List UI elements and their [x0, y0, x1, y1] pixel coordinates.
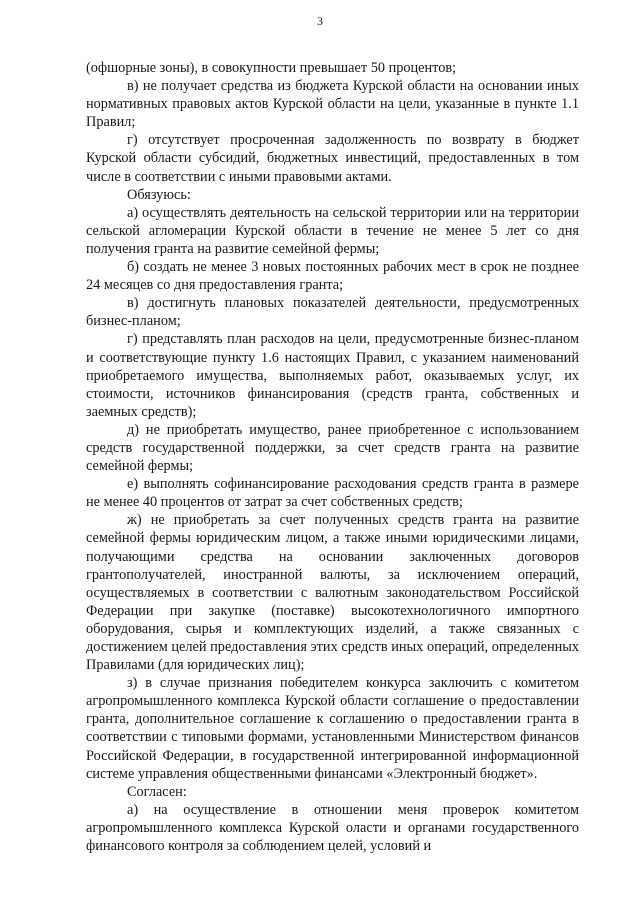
heading-consent: Согласен:	[127, 783, 187, 800]
obligation-item-e: е) выполнять софинансирование расходования средств гранта в размере не менее 40 процентов от затрат за счет собственных средств;	[86, 476, 579, 511]
document-body	[86, 59, 579, 855]
page-number: 3	[317, 14, 323, 28]
consent-item-a: а) на осуществление в отношении меня проверок комитетом агропромышленного комплекса Курской оласти и органами государственного финансового контроля за соблюдением целей, условий и	[86, 801, 579, 855]
heading-obligations: Обязуюсь:	[127, 186, 191, 203]
paragraph-item-v: в) не получает средства из бюджета Курской области на основании иных нормативных правовых актов Курской области на цели, указанные в пункте 1.1 Правил;	[86, 78, 579, 131]
obligation-item-d: д) не приобретать имущество, ранее приобретенное с использованием средств государственной поддержки, за счет средств гранта на развитие семейной фермы;	[86, 421, 579, 475]
paragraph-continuation: (офшорные зоны), в совокупности превышает 50 процентов;	[86, 60, 457, 76]
obligation-item-v: в) достигнуть плановых показателей деятельности, предусмотренных бизнес-планом;	[86, 295, 579, 330]
obligation-item-z: з) в случае признания победителем конкурса заключить с комитетом агропромышленного комплекса Курской области соглашение о предоставлении гранта, дополнительное соглашение к соглашению о предоставлении гранта в соответствии с типовыми формами, установленными Министерством финансов Российской Федерации, в государственной интегрированной информационной системе управления общественными финансами «Электронный бюджет».	[86, 675, 579, 782]
obligation-item-a: а) осуществлять деятельность на сельской территории или на территории сельской агломерации Курской области в течение не менее 5 лет со дня получения гранта на развитие семейной фермы;	[86, 204, 579, 257]
obligation-item-b: б) создать не менее 3 новых постоянных рабочих мест в срок не позднее 24 месяцев со дня предоставления гранта;	[86, 259, 579, 294]
obligation-item-zh: ж) не приобретать за счет полученных средств гранта на развитие семейной фермы юридическим лицом, а также иными юридическими лицами, получающими средства на основании заключенных договоров грантополучателей, иностранной валюты, за исключением операций, осуществляемых в соответствии с валютным законодательством Российской Федерации при закупке (поставке) высокотехнологичного импортного оборудования, сырья и комплектующих изделий, а также связанных с достижением целей предоставления этих средств иных операций, определенных Правилами (для юридических лиц);	[86, 512, 579, 674]
paragraph-item-g: г) отсутствует просроченная задолженность по возврату в бюджет Курской области субсидий, бюджетных инвестиций, предоставленных в том числе в соответствии с иными правовыми актами.	[86, 132, 579, 185]
obligation-item-g: г) представлять план расходов на цели, предусмотренные бизнес-планом и соответствующие пункту 1.6 настоящих Правил, с указанием наименований приобретаемого имущества, выполняемых работ, оказываемых услуг, их стоимости, источников финансирования (средств гранта, собственных и заемных средств);	[86, 331, 579, 420]
